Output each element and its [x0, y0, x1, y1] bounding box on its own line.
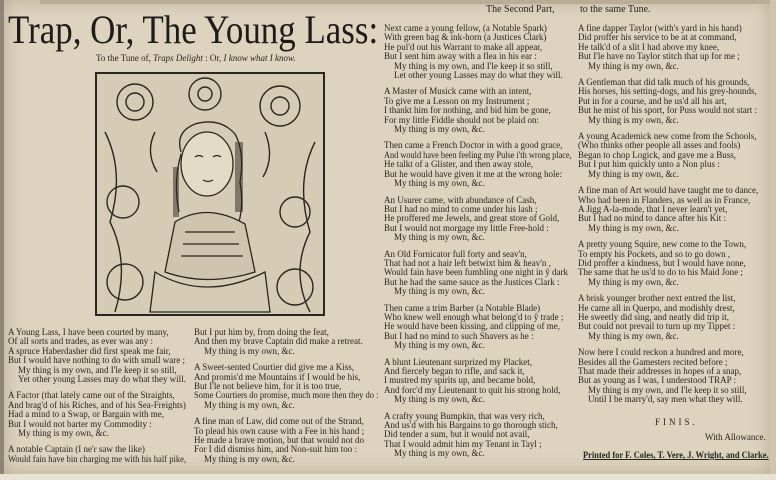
verse-line: A blunt Lieutenant surprized my Placket,	[384, 356, 532, 367]
stanza	[384, 412, 588, 459]
left-column-2	[194, 328, 389, 471]
verse-line: Who knew well enough what belong'd to ŷ trade ;	[384, 311, 564, 322]
verse-line: A brisk younger brother next entred the list,	[578, 293, 736, 304]
verse-line: Then came a trim Barber (a Notable Blade)	[384, 302, 541, 313]
refrain-line: Let other young Lasses may do what they will.	[394, 70, 563, 81]
refrain-line: My thing is my own, &c.	[204, 453, 295, 464]
stanza	[384, 24, 588, 80]
verse-line: But I put him by, from doing the feat,	[194, 327, 329, 337]
second-part-label: The Second Part,	[486, 4, 555, 15]
refrain-line: My thing is my own, &c.	[204, 399, 295, 410]
refrain-line: My thing is my own, &c.	[588, 114, 679, 125]
verse-line: That had not a hair left betwixt him & heav'n ,	[384, 257, 551, 268]
stanza	[8, 328, 195, 384]
verse-line: A fine dapper Taylor (with's yard in his hand)	[578, 23, 742, 33]
verse-line: He sweetly did sing, and neatly did trip it,	[578, 311, 729, 322]
verse-line: Besides all the Gamesters recited before ;	[578, 356, 728, 367]
verse-line: He pul'd out his Warrant to make all appear,	[384, 41, 543, 52]
verse-line: For I did dismiss him, and Non-suit him too :	[194, 444, 358, 455]
verse-line: But he had the same sauce as the Justices Clark :	[384, 276, 560, 287]
verse-line: But I had no mind to dance after his Kit :	[578, 213, 726, 224]
left-column-1	[8, 328, 195, 471]
stanza	[384, 304, 588, 351]
refrain-line: My thing is my own, &c.	[588, 168, 679, 179]
verse-line: But I put him quickly unto a Non plus :	[578, 159, 720, 170]
verse-line: He talkt of a Glister, and then away stole,	[384, 159, 534, 170]
refrain-line: Until I be marry'd, say men what they will.	[588, 394, 743, 405]
verse-line: He came all in Querpo, and modishly drest,	[578, 302, 735, 313]
verse-line: Did proffer his service to be at at command,	[578, 32, 737, 43]
verse-line: To plead his own cause with a Fee in his hand ;	[194, 425, 365, 436]
verse-line: But I would have nothing to do with small ware ;	[8, 355, 185, 366]
refrain-line: My thing is my own, &c.	[394, 394, 485, 405]
verse-line: He made a brave motion, but that would not do	[194, 435, 364, 446]
verse-line: Would fain have bin charging me with his half pike,	[8, 453, 187, 464]
stanza	[194, 363, 389, 410]
tune-sep: : Or,	[202, 53, 224, 63]
refrain-line: My thing is my own, and I'le keep it so still,	[588, 384, 747, 395]
verse-line: That made their addresses in hopes of a snap,	[578, 366, 742, 376]
stanza	[384, 196, 588, 243]
verse-line: I thankt him for nothing, and bid him be gone,	[384, 105, 551, 116]
refrain-line: My thing is my own, &c.	[204, 345, 295, 356]
verse-line: Some Courtiers do promise, much more then they do :	[194, 390, 379, 401]
verse-line: A fine man of Law, did come out of the Strand,	[194, 416, 364, 427]
verse-line: And forc'd my Lieutenant to quit his strong hold,	[384, 384, 561, 395]
refrain-line: My thing is my own, &c.	[394, 232, 485, 243]
verse-line: The same that he us'd to do to his Maid Jone ;	[578, 267, 743, 278]
verse-line: But he mist of his sport, for Puss would not start :	[578, 105, 758, 116]
cropped-top-text	[40, 0, 770, 4]
verse-line: And fiercely began to rifle, and sack it,	[384, 366, 525, 376]
refrain-line: My thing is my own, &c.	[394, 340, 485, 351]
refrain-line: My thing is my own, &c.	[588, 276, 679, 287]
verse-line: To give me a Lesson on my Instrument ;	[384, 95, 530, 106]
verse-line: But as young as I was, I understood TRAP :	[578, 375, 736, 386]
verse-line: And brag'd of his Riches, and of his Sea-Freights)	[8, 399, 186, 410]
stanza	[578, 294, 758, 341]
stanza	[578, 348, 758, 404]
right-column-2	[578, 24, 758, 412]
verse-line: A young Academick new come from the Schools,	[578, 131, 757, 142]
verse-line: And us'd with his Bargains to go thorough stich,	[384, 420, 558, 431]
stanza	[578, 78, 758, 125]
verse-line: An Old Fornicator full forty and seav'n,	[384, 248, 527, 259]
stanza	[194, 417, 389, 464]
verse-line: But could not prevail to turn up my Tippet :	[578, 321, 736, 332]
verse-line: Put in for a course, and he us'd all his art,	[578, 95, 727, 106]
verse-line: And would have been feeling my Pulse i'th wrong place,	[384, 149, 572, 160]
tune-prefix: To the Tune of,	[96, 53, 154, 63]
verse-line: A crafty young Bumpkin, that was very rich,	[384, 410, 545, 421]
verse-line: But I'le have no Taylor stitch that up for me ;	[578, 51, 740, 62]
verse-line: For my little Fiddle should not be plaid on:	[384, 114, 539, 125]
refrain-line: My thing is my own, &c.	[394, 178, 485, 189]
refrain-line: Yet other young Lasses may do what they will.	[18, 374, 186, 385]
verse-line: And promis'd me Mountains if I would be his,	[194, 371, 361, 382]
verse-line: Began to chop Logick, and gave me a Buss,	[578, 149, 736, 160]
verse-line: But I had no mind to such Shavers as he :	[384, 330, 534, 341]
refrain-line: My thing is my own, &c.	[588, 222, 679, 233]
verse-line: But I would not morgage my little Free-hold :	[384, 222, 549, 233]
verse-line: A Factor (that lately came out of the Straights,	[8, 390, 175, 401]
verse-line: To empty his Pockets, and so to go down ,	[578, 248, 731, 259]
verse-line: But I'le not believe him, for it is too true,	[194, 381, 342, 392]
verse-line: A pretty young Squire, new come to the Town,	[578, 239, 747, 250]
verse-line: I mustred my spirits up, and became bold,	[384, 375, 536, 386]
refrain-line: My thing is my own, &c.	[18, 428, 109, 439]
stanza	[194, 328, 389, 356]
printer-imprint: Printed for F. Coles, T. Vere, J. Wright, and Clarke.	[583, 450, 769, 460]
verse-line: With green bag & ink-horn (a Justices Clark)	[384, 32, 547, 43]
verse-line: A Master of Musick came with an intent,	[384, 86, 532, 97]
verse-line: That I would admit him my Tenant in Tayl ;	[384, 438, 542, 449]
verse-line: A Sweet-sented Courtier did give me a Kiss,	[194, 362, 354, 373]
refrain-line: My thing is my own, &c.	[588, 330, 679, 341]
verse-line: A spruce Haberdasher did first speak me fair,	[8, 345, 171, 356]
verse-line: A notable Captain (I ne'r saw the like)	[8, 444, 145, 455]
verse-line: Did tender a sum, but it would not avail,	[384, 429, 530, 440]
verse-line: (Who thinks other people all asses and fools)	[578, 140, 741, 151]
scan-bottom-edge	[0, 474, 776, 480]
stanza	[384, 87, 588, 134]
verse-line: But he would have given it me at the wrong hole:	[384, 168, 562, 179]
verse-line: But I had no mind to come under his lash ;	[384, 203, 538, 214]
verse-line: A Jigg A-la-mode, that I never learn't yet,	[578, 203, 728, 214]
verse-line: His horses, his setting-dogs, and his grey-hounds,	[578, 86, 757, 97]
verse-line: A Young Lass, I have been courted by many,	[8, 327, 169, 337]
verse-line: A fine man of Art would have taught me to dance,	[578, 185, 759, 196]
verse-line: An Usurer came, with abundance of Cash,	[384, 194, 537, 205]
verse-line: Did proffer a kindness, but I would have none,	[578, 257, 746, 268]
stanza	[8, 391, 195, 438]
verse-line: Had a mind to a Swap, or Bargain with me,	[8, 409, 165, 420]
refrain-line: My thing is my own, and I'le keep it so still,	[394, 60, 553, 71]
stanza	[384, 358, 588, 405]
tune-line	[96, 53, 296, 63]
refrain-line: My thing is my own, &c.	[588, 60, 679, 71]
stanza	[384, 250, 588, 297]
verse-line: Who had been in Flanders, as well as in France,	[578, 194, 751, 205]
right-column-1	[384, 24, 588, 466]
verse-line: He proffered me Jewels, and great store of Gold,	[384, 213, 560, 224]
verse-line: But I sent him away with a flea in his ear :	[384, 51, 537, 62]
refrain-line: My thing is my own, &c.	[394, 448, 485, 459]
verse-line: Would fain have been fumbling one night in ŷ dark	[384, 267, 568, 278]
ballad-title: Trap, Or, The Young Lass:	[8, 7, 379, 52]
tune-name-1: Traps Delight	[153, 53, 203, 63]
verse-line: And then my brave Captain did make a retreat.	[194, 336, 363, 347]
allowance: With Allowance.	[705, 432, 766, 442]
verse-line: A Gentleman that did talk much of his grounds,	[578, 77, 750, 88]
woodcut-illustration	[95, 72, 325, 316]
refrain-line: My thing is my own, &c.	[394, 124, 485, 135]
verse-line: He talk'd of a slit I had above my knee,	[578, 41, 720, 52]
stanza	[578, 132, 758, 179]
verse-line: Next came a young fellow, (a Notable Spark)	[384, 23, 547, 33]
stanza	[578, 240, 758, 287]
stanza	[578, 24, 758, 71]
stanza	[8, 445, 195, 464]
verse-line: He would have been kissing, and clipping of me,	[384, 321, 560, 332]
second-part-tune: to the same Tune.	[580, 4, 651, 15]
stanza	[578, 186, 758, 233]
stanza	[384, 141, 588, 188]
verse-line: Then came a French Doctor in with a good grace,	[384, 140, 563, 151]
finis: FINIS.	[655, 417, 698, 427]
refrain-line: My thing is my own, and I'le keep it so still,	[18, 364, 177, 375]
verse-line: Of all sorts and trades, as ever was any :	[8, 336, 153, 347]
refrain-line: My thing is my own, &c.	[394, 286, 485, 297]
verse-line: But I would not barter my Commodity :	[8, 418, 152, 429]
tune-name-2: I know what I know.	[223, 53, 296, 63]
verse-line: Now here I could reckon a hundred and more,	[578, 347, 744, 358]
